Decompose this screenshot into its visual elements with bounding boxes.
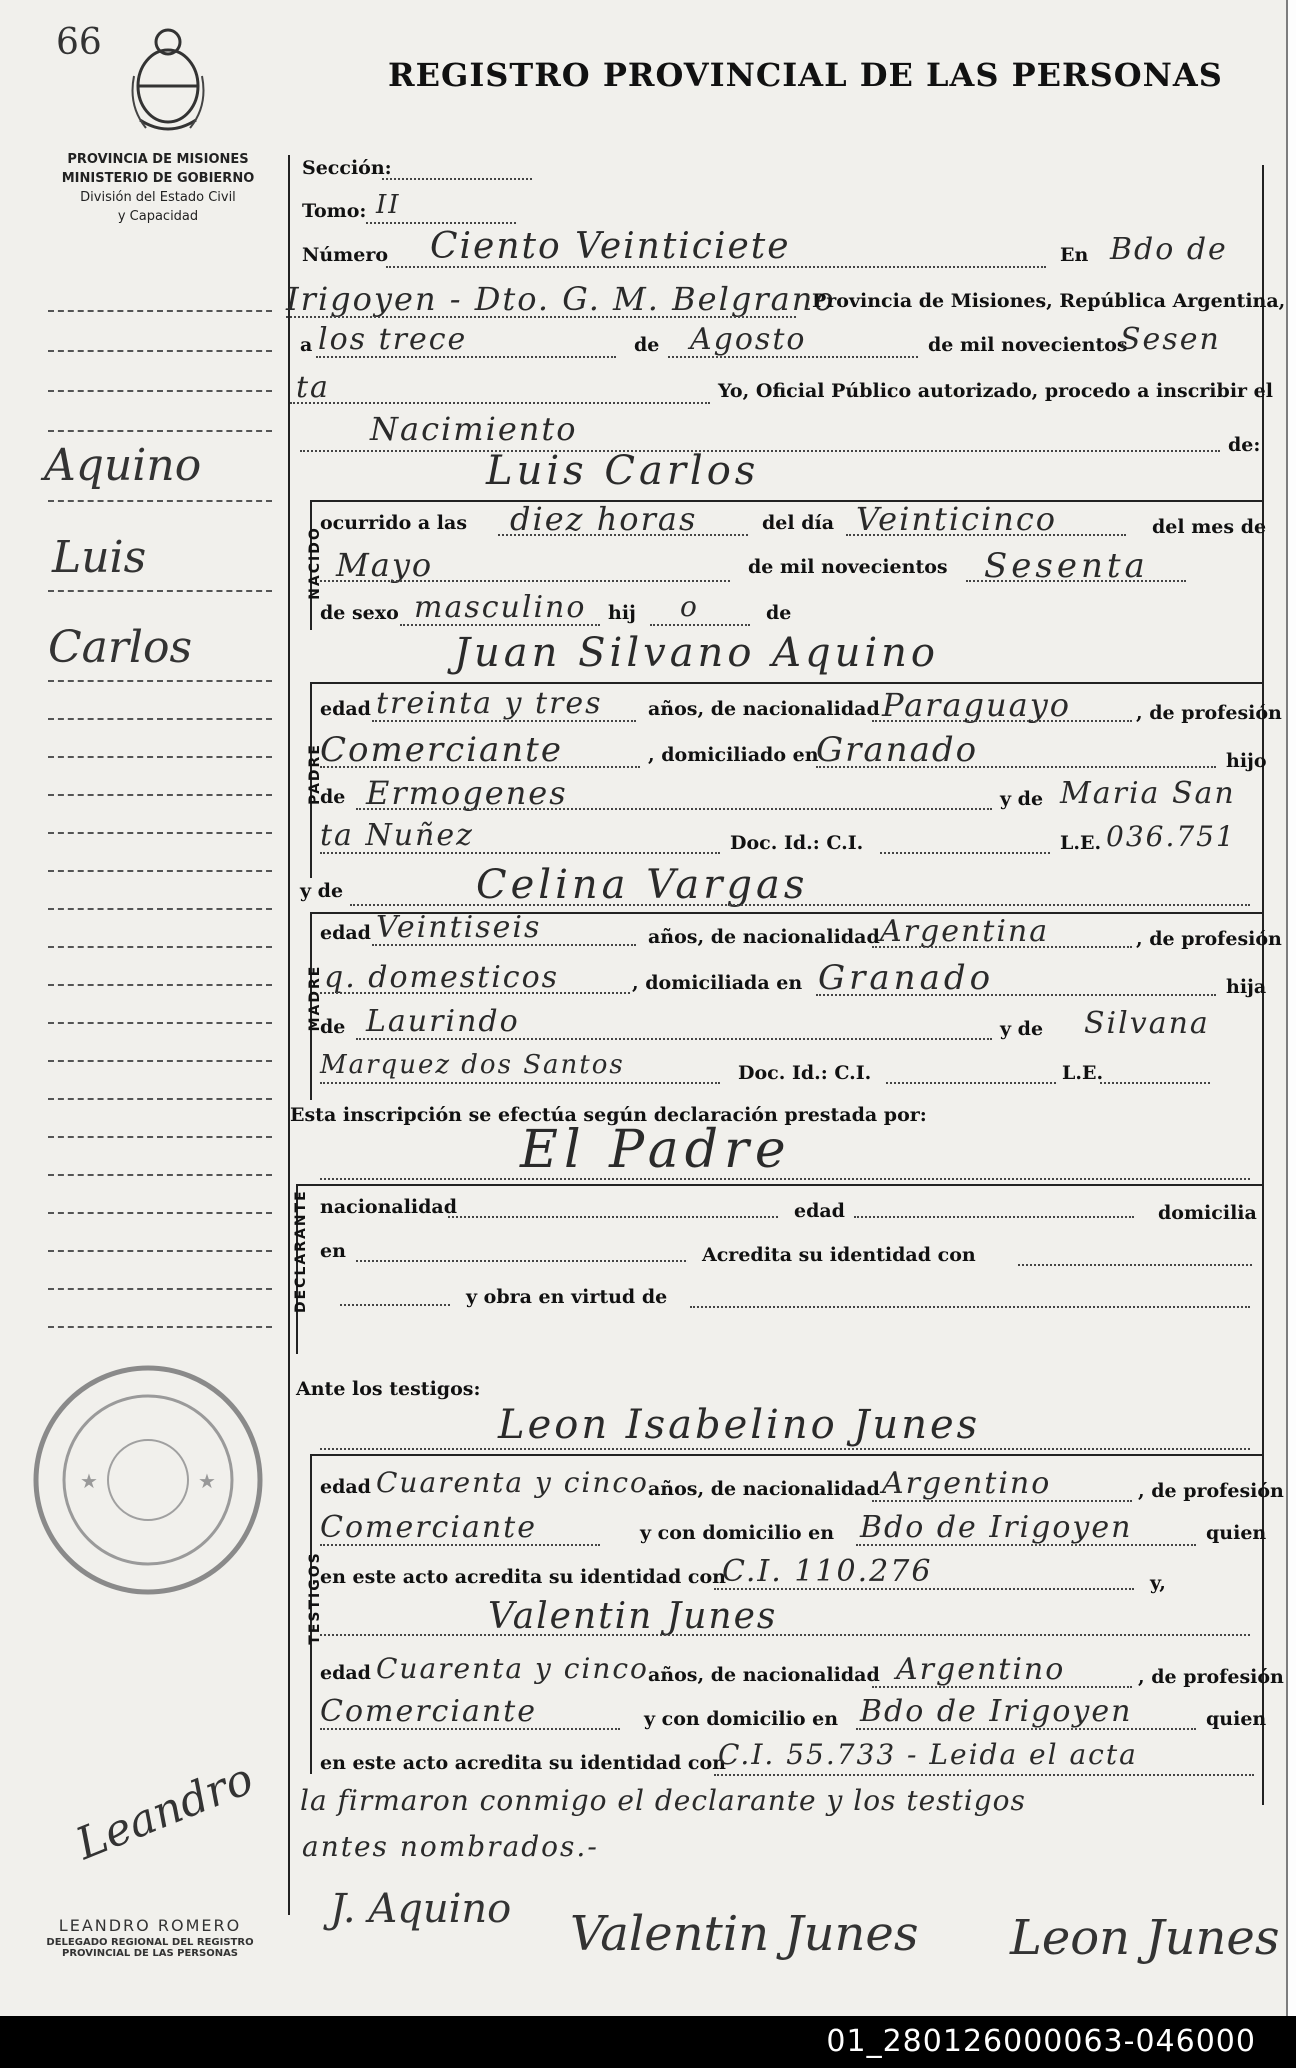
- label-de-mil: de mil novecientos: [928, 334, 1128, 356]
- value-anio2: ta: [296, 370, 330, 405]
- value-edad-padre: treinta y tres: [376, 686, 603, 721]
- value-abuela-m2: Marquez dos Santos: [320, 1050, 625, 1080]
- padre-rule: [310, 682, 1262, 684]
- value-t2-edad: Cuarenta y cinco: [376, 1652, 649, 1685]
- label-domicilia: domicilia: [1158, 1202, 1257, 1224]
- issuer-line: y Capacidad: [117, 209, 199, 224]
- value-t2-dom: Bdo de Irigoyen: [860, 1694, 1133, 1729]
- value-cierre2: antes nombrados.-: [302, 1830, 599, 1863]
- svg-text:★: ★: [80, 1469, 98, 1493]
- value-dom-padre: Granado: [816, 730, 979, 770]
- signature-testigo1: Leon Junes: [1010, 1910, 1280, 1966]
- label-del-dia: del día: [762, 512, 835, 534]
- official-role-1: DELEGADO REGIONAL DEL REGISTRO: [46, 1937, 254, 1948]
- label-sexo: de sexo: [320, 602, 399, 624]
- value-mes: Agosto: [690, 322, 807, 357]
- label-t-prof1: , de profesión: [1138, 1480, 1284, 1502]
- label-t-quien1: quien: [1206, 1522, 1267, 1544]
- label-t-edad1: edad: [320, 1476, 371, 1498]
- label-edad-m: edad: [320, 922, 371, 944]
- svg-text:★: ★: [198, 1469, 216, 1493]
- value-abuelo-p: Ermogenes: [366, 774, 568, 812]
- value-numero: Ciento Veinticiete: [430, 226, 791, 267]
- label-le2: L.E.: [1062, 1062, 1104, 1084]
- label-anos-nac-m: años, de nacionalidad: [648, 926, 880, 948]
- margin-surname: Aquino: [44, 440, 202, 491]
- label-domiciliada: , domiciliada en: [632, 972, 803, 994]
- value-a: los trece: [318, 322, 468, 357]
- value-abuela-p1: Maria San: [1060, 776, 1236, 811]
- signature-testigo2: Valentin Junes: [570, 1906, 919, 1962]
- label-esta-inscripcion: Esta inscripción se efectúa según declaración prestada por:: [290, 1104, 927, 1126]
- value-t1-ci: C.I. 110.276: [722, 1554, 933, 1589]
- label-t-dom2: y con domicilio en: [644, 1708, 839, 1730]
- value-prof-padre: Comerciante: [320, 730, 563, 770]
- value-t1-prof: Comerciante: [320, 1510, 537, 1545]
- label-de: de: [634, 334, 660, 356]
- value-declarante: El Padre: [520, 1120, 792, 1180]
- value-t1-dom: Bdo de Irigoyen: [860, 1510, 1133, 1545]
- label-t-anos1: años, de nacionalidad: [648, 1478, 880, 1500]
- section-declarante: DECLARANTE: [293, 1189, 309, 1313]
- label-de4: de: [320, 1016, 346, 1038]
- value-padre: Juan Silvano Aquino: [454, 630, 940, 676]
- label-seccion: Sección:: [302, 157, 392, 179]
- label-de3: de: [320, 786, 346, 808]
- testigos-rule: [310, 1454, 1262, 1456]
- label-le: L.E.: [1060, 832, 1102, 854]
- value-anio-nac: Sesenta: [984, 546, 1149, 586]
- label-en2: en: [320, 1240, 346, 1262]
- margin-first-name: Luis: [52, 532, 147, 583]
- issuer-line: PROVINCIA DE MISIONES: [67, 152, 249, 167]
- label-t-y: y,: [1150, 1572, 1166, 1594]
- page-title: REGISTRO PROVINCIAL DE LAS PERSONAS: [388, 56, 1223, 94]
- value-sexo: masculino: [414, 590, 587, 625]
- value-abuela-m1: Silvana: [1084, 1006, 1210, 1041]
- label-en: En: [1060, 244, 1089, 266]
- label-y-de: y de: [1000, 788, 1044, 810]
- label-t-acredita2: en este acto acredita su identidad con: [320, 1752, 726, 1774]
- value-testigo1: Leon Isabelino Junes: [498, 1402, 981, 1448]
- official-seal-icon: [28, 1360, 268, 1600]
- label-y-de3: y de: [1000, 1018, 1044, 1040]
- label-del-mes: del mes de: [1152, 516, 1267, 538]
- page-number: 66: [56, 22, 102, 63]
- value-abuelo-m: Laurindo: [366, 1004, 520, 1039]
- value-nac-madre: Argentina: [880, 914, 1050, 949]
- section-padre: PADRE: [307, 743, 323, 805]
- label-hijo: hijo: [1226, 750, 1267, 772]
- label-profesion-m: , de profesión: [1136, 928, 1282, 950]
- label-y-obra: y obra en virtud de: [466, 1286, 668, 1308]
- value-nac-padre: Paraguayo: [882, 686, 1072, 724]
- label-yo: Yo, Oficial Público autorizado, procedo a inscribir el: [718, 380, 1273, 402]
- label-nacionalidad: nacionalidad: [320, 1196, 458, 1218]
- value-t1-edad: Cuarenta y cinco: [376, 1466, 649, 1499]
- label-provincia: Provincia de Misiones, República Argentina,: [812, 290, 1286, 312]
- label-ante: Ante los testigos:: [296, 1378, 481, 1400]
- coat-of-arms-icon: [120, 20, 216, 140]
- signature-official: Leandro: [69, 1753, 261, 1870]
- label-de-colon: de:: [1228, 434, 1261, 456]
- value-dom-madre: Granado: [818, 958, 995, 998]
- value-en: Bdo de: [1110, 232, 1228, 267]
- label-t-quien2: quien: [1206, 1708, 1267, 1730]
- label-y-de2: y de: [300, 880, 344, 902]
- value-cierre1: la firmaron conmigo el declarante y los testigos: [300, 1784, 1026, 1817]
- official-role-2: PROVINCIAL DE LAS PERSONAS: [61, 1948, 239, 1959]
- nacido-rule: [310, 500, 1262, 502]
- issuer-line: División del Estado Civil: [80, 190, 236, 205]
- label-acredita: Acredita su identidad con: [702, 1244, 976, 1266]
- value-t2-prof: Comerciante: [320, 1694, 537, 1729]
- value-prof-madre: q. domesticos: [324, 960, 560, 995]
- label-t-edad2: edad: [320, 1662, 371, 1684]
- value-testigo2: Valentin Junes: [488, 1596, 778, 1637]
- label-ocurrido: ocurrido a las: [320, 512, 468, 534]
- label-de2: de: [766, 602, 792, 624]
- label-domiciliado: , domiciliado en: [648, 744, 819, 766]
- value-acto: Nacimiento: [370, 410, 578, 448]
- label-edad: edad: [320, 698, 371, 720]
- label-t-acredita1: en este acto acredita su identidad con: [320, 1566, 726, 1588]
- issuer-line: MINISTERIO DE GOBIERNO: [61, 171, 255, 186]
- declarante-rule: [296, 1184, 1262, 1186]
- value-hij: o: [680, 590, 699, 623]
- label-doc-id: Doc. Id.: C.I.: [730, 832, 864, 854]
- section-madre: MADRE: [307, 964, 323, 1032]
- label-doc-id2: Doc. Id.: C.I.: [738, 1062, 872, 1084]
- label-anos-nac: años, de nacionalidad: [648, 698, 880, 720]
- value-hora: diez horas: [510, 500, 698, 538]
- label-tomo: Tomo:: [302, 200, 367, 222]
- footer-bar: [0, 2016, 1296, 2068]
- label-hij: hij: [608, 602, 636, 624]
- issuer-block: [30, 150, 286, 226]
- value-le-padre: 036.751: [1106, 820, 1236, 853]
- value-nombre: Luis Carlos: [486, 448, 760, 494]
- value-edad-madre: Veintiseis: [376, 910, 542, 945]
- value-t1-nac: Argentino: [882, 1466, 1052, 1501]
- official-stamp: [20, 1916, 280, 1959]
- signature-declarante: J. Aquino: [330, 1886, 512, 1932]
- value-tomo: II: [376, 190, 401, 220]
- value-t2-ci: C.I. 55.733 - Leida el acta: [718, 1738, 1138, 1771]
- value-anio1: Sesen: [1120, 322, 1221, 357]
- value-lugar: Irigoyen - Dto. G. M. Belgrano: [286, 280, 836, 318]
- label-hija: hija: [1226, 976, 1267, 998]
- scan-edge: [1288, 0, 1296, 2016]
- label-de-mil2: de mil novecientos: [748, 556, 948, 578]
- label-t-anos2: años, de nacionalidad: [648, 1664, 880, 1686]
- value-abuela-p2: ta Nuñez: [320, 818, 474, 853]
- label-t-dom1: y con domicilio en: [640, 1522, 835, 1544]
- value-madre: Celina Vargas: [476, 862, 809, 908]
- official-name: LEANDRO ROMERO: [58, 1916, 242, 1935]
- value-mes-nac: Mayo: [336, 546, 434, 584]
- form-left-rule: [288, 155, 290, 1915]
- label-edad-d: edad: [794, 1200, 845, 1222]
- label-numero: Número: [302, 244, 389, 266]
- footer-code: 01_280126000063-046000: [826, 2024, 1256, 2059]
- label-profesion: , de profesión: [1136, 702, 1282, 724]
- margin-second-name: Carlos: [48, 622, 193, 673]
- value-dia: Veinticinco: [856, 500, 1057, 538]
- label-t-prof2: , de profesión: [1138, 1666, 1284, 1688]
- value-t2-nac: Argentino: [896, 1652, 1066, 1687]
- section-nacido: NACIDO: [307, 526, 323, 600]
- label-a: a: [300, 334, 313, 356]
- section-testigos: TESTIGOS: [307, 1551, 323, 1645]
